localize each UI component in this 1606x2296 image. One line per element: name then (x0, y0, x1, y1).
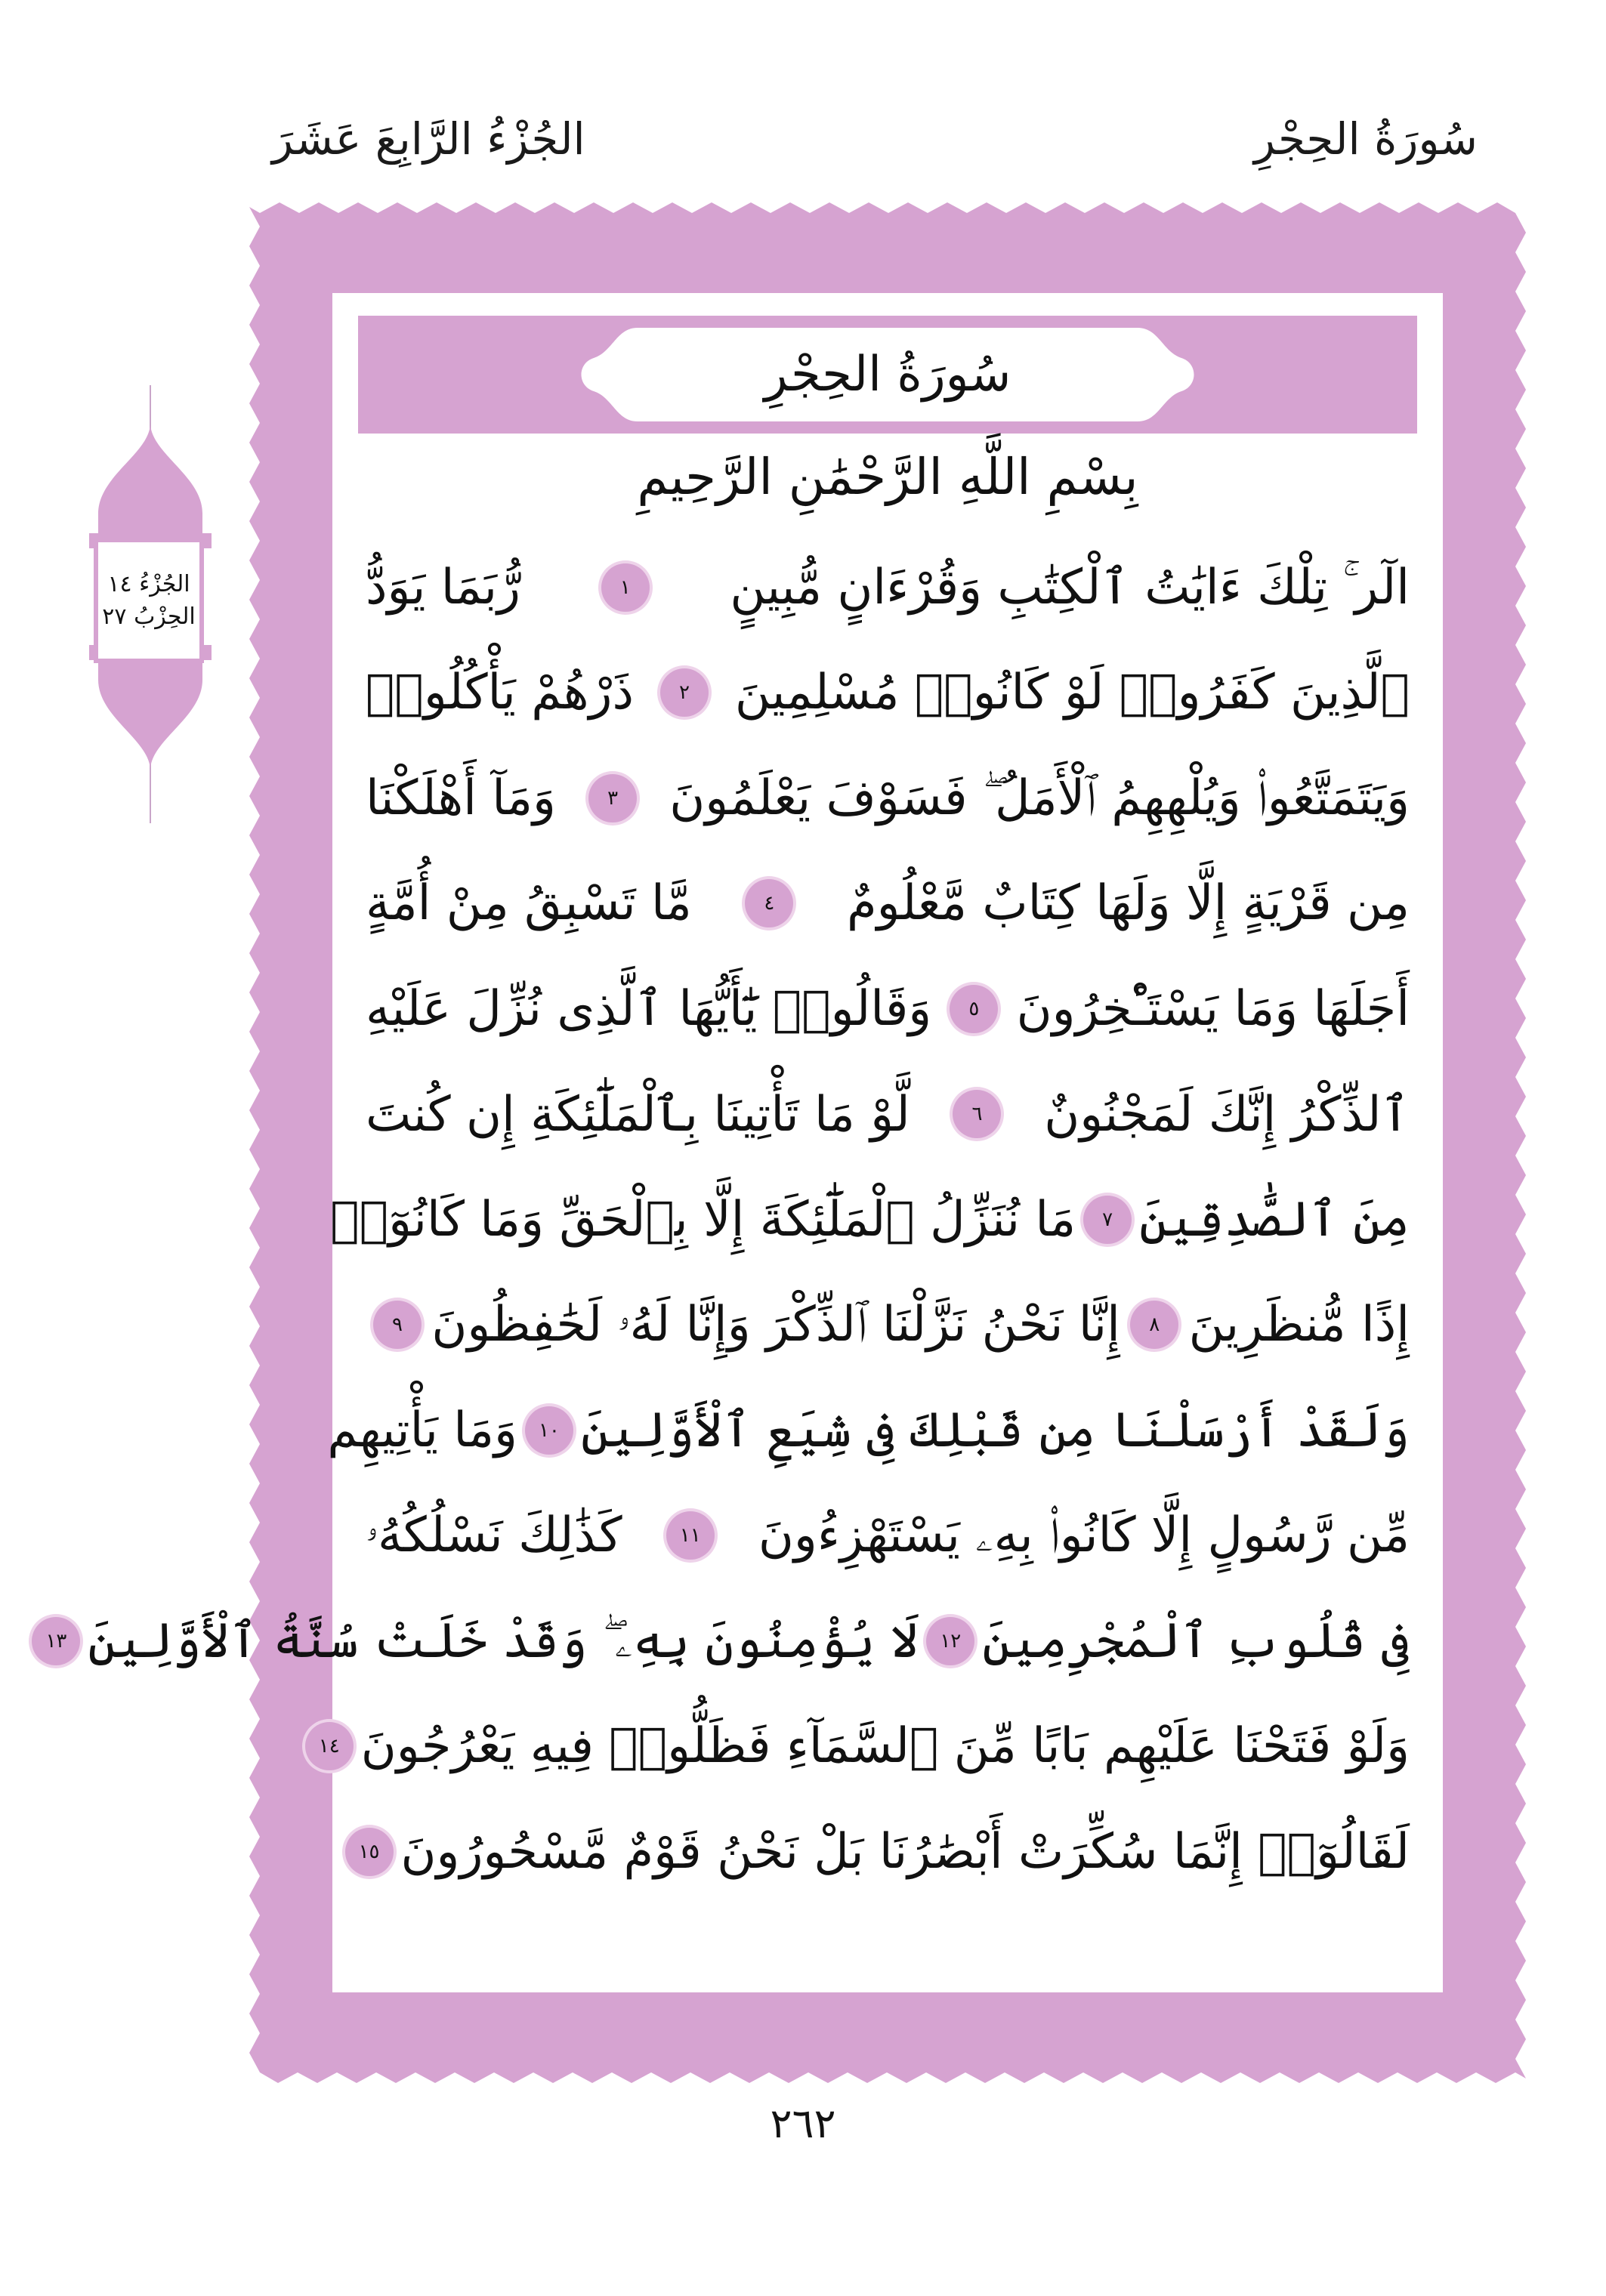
verse-line (45, 1588, 1410, 1694)
verse-text: مَا نُنَزِّلُ ٱلْمَلَٰٓئِكَةَ إِلَّا بِٱلْحَقِّ وَمَا كَانُوٓا۟ (330, 1191, 1076, 1248)
verse-number-marker: ١٠ (525, 1406, 573, 1455)
juz-label: الجُزْءُ ١٤ (107, 570, 190, 597)
verse-text: وَمَآ أَهْلَكْنَا (366, 770, 556, 826)
side-rule-bottom (150, 763, 151, 823)
verse-text: مِّن رَّسُولٍ إِلَّا كَانُوا۟ بِهِۦ يَسْتَهْزِءُونَ (758, 1508, 1410, 1564)
verse-line (366, 851, 1410, 957)
verse-text: وَلَقَدْ أَرْسَلْنَا مِن قَبْلِكَ فِى شِيَعِ ٱلْأَوَّلِينَ (580, 1403, 1410, 1459)
verse-number-marker: ١١ (666, 1511, 715, 1560)
verse-text: ٱلذِّكْرُ إِنَّكَ لَمَجْنُونٌ (1044, 1086, 1410, 1143)
hizb-label: الحِزْبُ ٢٧ (102, 603, 196, 630)
verse-text: وَيَتَمَتَّعُوا۟ وَيُلْهِهِمُ ٱلْأَمَلُ ۖ فَسَوْفَ يَعْلَمُونَ (669, 770, 1410, 826)
verse-number-marker: ٨ (1130, 1301, 1178, 1349)
page-number: ٢٦٢ (770, 2100, 836, 2147)
basmala: بِسْمِ اللَّهِ الرَّحْمَٰنِ الرَّحِيمِ (637, 448, 1138, 506)
verse-line (358, 1799, 1410, 1905)
verse-number-marker: ١٣ (32, 1617, 80, 1665)
surah-title: سُورَةُ الحِجْرِ (764, 347, 1011, 403)
verse-number-marker: ١ (601, 563, 650, 612)
verse-text: إِذًا مُّنظَرِينَ (1188, 1297, 1410, 1353)
verse-text: فِى قُلُوبِ ٱلْمُجْرِمِينَ (982, 1613, 1410, 1670)
verse-text: لَا يُؤْمِنُونَ بِهِۦ ۖ وَقَدْ خَلَتْ سُنَّةُ ٱلْأَوَّلِينَ (88, 1613, 919, 1670)
header-surah-name: سُورَةُ الحِجْرِ (1253, 113, 1478, 165)
verse-number-marker: ٤ (745, 879, 793, 927)
verse-number-marker: ٧ (1083, 1196, 1132, 1244)
juz-hizb-marker (94, 538, 204, 663)
verse-number-marker: ٣ (588, 774, 637, 822)
surah-title-band (358, 316, 1417, 434)
verse-text: وَقَالُوا۟ يَٰٓأَيُّهَا ٱلَّذِى نُزِّلَ عَلَيْهِ (366, 981, 932, 1038)
verse-number-marker: ١٢ (926, 1617, 974, 1665)
verse-line (366, 956, 1410, 1062)
verse-line (366, 640, 1410, 746)
verse-text: مِنَ ٱلصَّٰدِقِينَ (1139, 1192, 1410, 1248)
verse-text: إِنَّا نَحْنُ نَزَّلْنَا ٱلذِّكْرَ وَإِنَّا لَهُۥ لَحَٰفِظُونَ (431, 1297, 1120, 1353)
verse-number-marker: ١٥ (345, 1828, 394, 1876)
verse-text: مَّا تَسْبِقُ مِنْ أُمَّةٍ (366, 875, 692, 932)
verse-line (366, 1062, 1410, 1168)
verse-number-marker: ٦ (953, 1090, 1001, 1138)
verse-number-marker: ٩ (373, 1301, 422, 1349)
verse-text: وَمَا يَأْتِيهِم (327, 1402, 517, 1458)
verse-line (330, 1167, 1410, 1273)
verse-text: مِن قَرْيَةٍ إِلَّا وَلَهَا كِتَابٌ مَّعْلُومٌ (847, 875, 1410, 932)
header-juz-name: الجُزْءُ الرَّابِعَ عَشَرَ (272, 113, 585, 165)
verse-text: رُّبَمَا يَوَدُّ (366, 559, 520, 616)
verse-text: ذَرْهُمْ يَأْكُلُوا۟ (366, 665, 634, 721)
verse-text: لَقَالُوٓا۟ إِنَّمَا سُكِّرَتْ أَبْصَٰرُنَا بَلْ نَحْنُ قَوْمٌ مَّسْحُورُونَ (400, 1823, 1410, 1880)
verse-line (366, 1273, 1410, 1378)
verse-number-marker: ٥ (950, 985, 998, 1033)
verse-line (327, 1378, 1410, 1483)
verse-text: ٱلَّذِينَ كَفَرُوا۟ لَوْ كَانُوا۟ مُسْلِمِينَ (734, 665, 1410, 721)
verse-line (366, 1483, 1410, 1589)
verse-text: وَلَوْ فَتَحْنَا عَلَيْهِم بَابًا مِّنَ ٱلسَّمَآءِ فَظَلُّوا۟ فِيهِ يَعْرُجُونَ (360, 1718, 1410, 1775)
verse-text: أَجَلَهَا وَمَا يَسْتَـْٔخِرُونَ (1016, 980, 1410, 1037)
verse-line (366, 535, 1410, 640)
verse-number-marker: ٢ (660, 668, 709, 717)
verse-line (318, 1694, 1410, 1800)
verse-text: لَّوْ مَا تَأْتِينَا بِٱلْمَلَٰٓئِكَةِ إِن كُنتَ (366, 1086, 910, 1143)
verse-text: الٓر ۚ تِلْكَ ءَايَٰتُ ٱلْكِتَٰبِ وَقُرْءَانٍ مُّبِينٍ (730, 560, 1410, 616)
verse-number-marker: ١٤ (305, 1722, 354, 1770)
verse-text: كَذَٰلِكَ نَسْلُكُهُۥ (365, 1508, 622, 1564)
verse-line (366, 745, 1410, 851)
